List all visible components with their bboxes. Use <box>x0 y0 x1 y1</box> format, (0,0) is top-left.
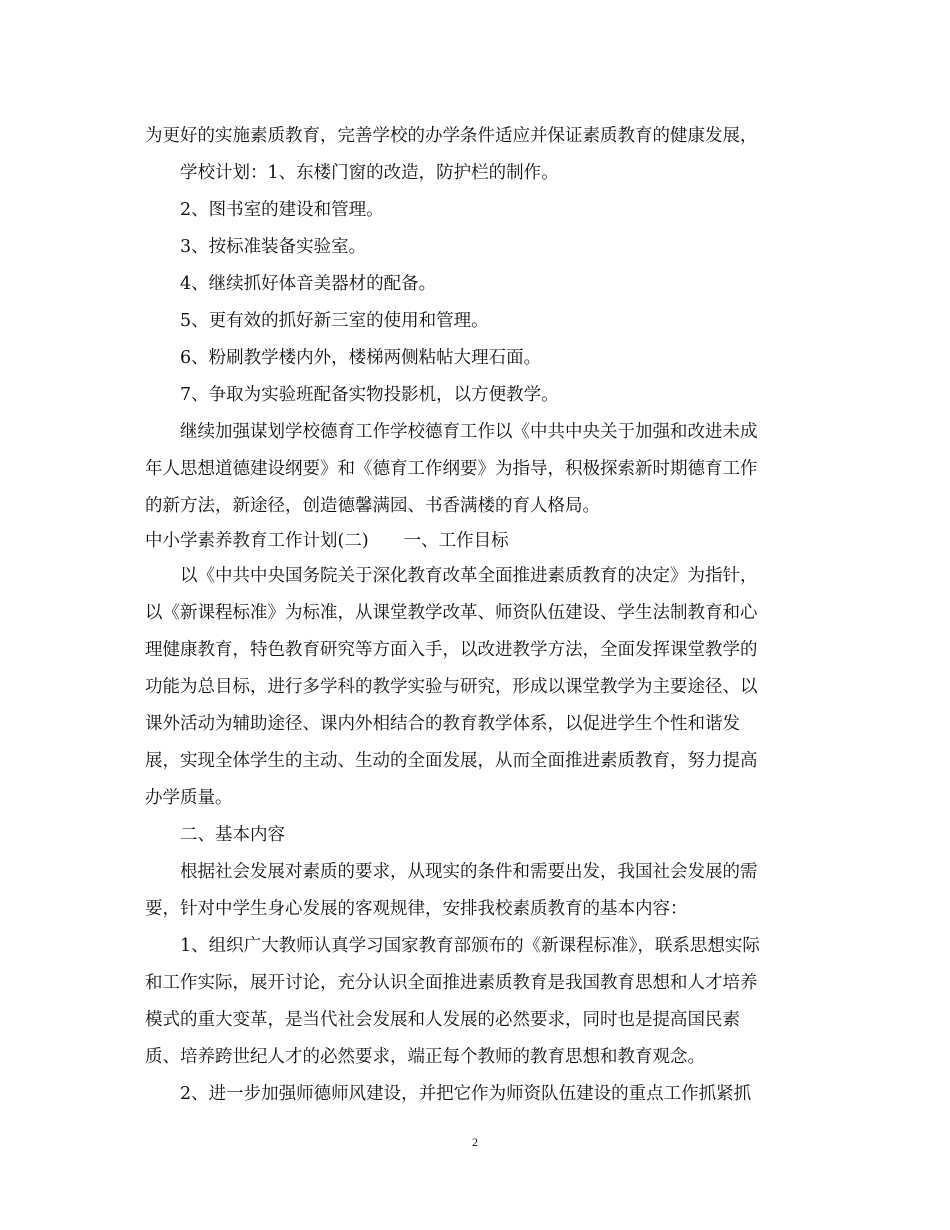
text-line: 6、粉刷教学楼内外，楼梯两侧粘帖大理石面。 <box>180 348 542 368</box>
text-line: 7、争取为实验班配备实物投影机，以方便教学。 <box>180 385 559 405</box>
text-line: 1、组织广大教师认真学习国家教育部颁布的《新课程标准》，联系思想实际 <box>180 936 760 956</box>
text-line: 4、继续抓好体音美器材的配备。 <box>180 274 437 294</box>
text-line: 以《中共中央国务院关于深化教育改革全面推进素质教育的决定》为指针， <box>180 566 758 586</box>
text-line: 理健康教育，特色教育研究等方面入手，以改进教学方法，全面发挥课堂教学的 <box>145 640 758 660</box>
text-line: 以《新课程标准》为标准，从课堂教学改革、师资队伍建设、学生法制教育和心 <box>145 603 758 623</box>
text-line: 2、图书室的建设和管理。 <box>180 200 384 220</box>
text-line: 和工作实际，展开讨论，充分认识全面推进素质教育是我国教育思想和人才培养 <box>145 973 758 993</box>
text-line: 质、培养跨世纪人才的必然要求，端正每个教师的教育思想和教育观念。 <box>145 1047 705 1067</box>
text-line: 课外活动为辅助途径、课内外相结合的教育教学体系，以促进学生个性和谐发 <box>145 714 740 734</box>
text-line: 模式的重大变革，是当代社会发展和人发展的必然要求，同时也是提高国民素 <box>145 1010 740 1030</box>
text-line: 办学质量。 <box>145 788 233 808</box>
text-line: 功能为总目标，进行多学科的教学实验与研究，形成以课堂教学为主要途径、以 <box>145 677 758 697</box>
text-line: 5、更有效的抓好新三室的使用和管理。 <box>180 311 489 331</box>
text-line: 年人思想道德建设纲要》和《德育工作纲要》为指导，积极探索新时期德育工作 <box>145 459 758 479</box>
text-line: 为更好的实施素质教育，完善学校的办学条件适应并保证素质教育的健康发展， <box>145 126 758 146</box>
text-line: 3、按标准装备实验室。 <box>180 237 367 257</box>
text-line: 根据社会发展对素质的要求，从现实的条件和需要出发，我国社会发展的需 <box>180 862 758 882</box>
text-line: 2、进一步加强师德师风建设，并把它作为师资队伍建设的重点工作抓紧抓 <box>180 1084 752 1104</box>
text-line: 继续加强谋划学校德育工作学校德育工作以《中共中央关于加强和改进未成 <box>180 422 758 442</box>
text-line: 展，实现全体学生的主动、生动的全面发展，从而全面推进素质教育，努力提高 <box>145 751 758 771</box>
text-line: 要，针对中学生身心发展的客观规律，安排我校素质教育的基本内容： <box>145 899 688 919</box>
page-number: 2 <box>472 1135 478 1149</box>
text-line: 的新方法，新途径，创造德馨满园、书香满楼的育人格局。 <box>145 496 600 516</box>
section-heading: 中小学素养教育工作计划(二) 一、工作目标 <box>145 531 509 551</box>
section-heading: 二、基本内容 <box>180 825 285 845</box>
text-line: 学校计划：1、东楼门窗的改造，防护栏的制作。 <box>180 163 559 183</box>
